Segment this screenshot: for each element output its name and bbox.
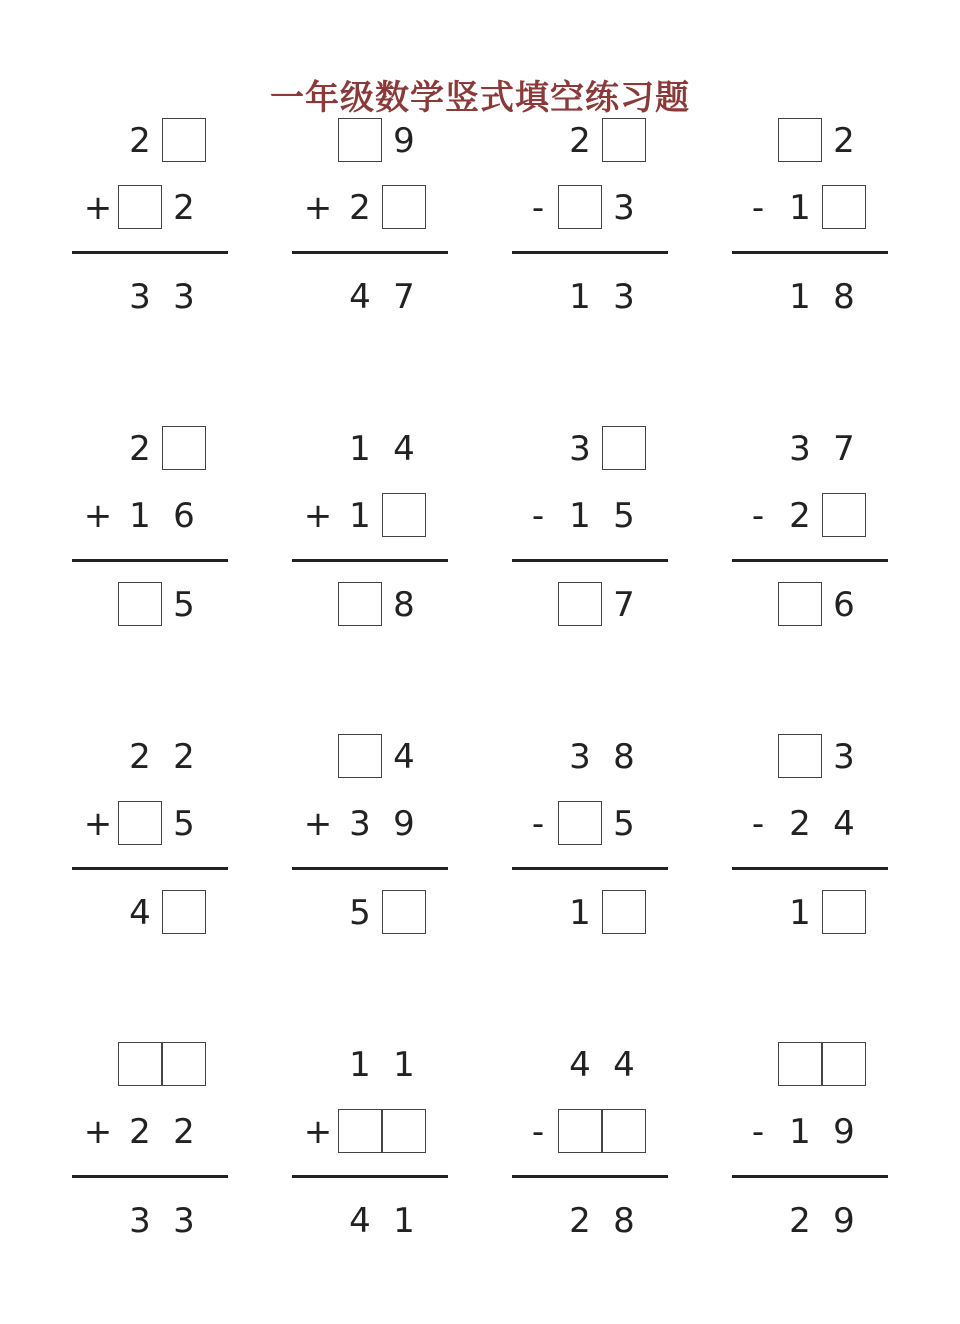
mid-digit: 9	[393, 804, 415, 844]
mid-digit: 5	[173, 804, 195, 844]
minus-sign: -	[531, 804, 545, 844]
vertical-problem	[292, 1042, 512, 1242]
answer-box[interactable]	[602, 426, 646, 470]
answer-box[interactable]	[382, 890, 426, 934]
mid-digit: 1	[789, 1112, 811, 1152]
top-digit: 2	[173, 737, 195, 777]
answer-box[interactable]	[778, 1042, 822, 1086]
sum-line	[72, 867, 228, 870]
vertical-problem	[72, 426, 292, 626]
mid-digit: 1	[349, 496, 371, 536]
sum-line	[732, 867, 888, 870]
answer-box[interactable]	[382, 185, 426, 229]
sum-line	[72, 559, 228, 562]
mid-digit: 1	[129, 496, 151, 536]
mid-digit: 6	[173, 496, 195, 536]
answer-box[interactable]	[558, 185, 602, 229]
mid-digit: 9	[833, 1112, 855, 1152]
top-digit: 3	[833, 737, 855, 777]
answer-box[interactable]	[602, 890, 646, 934]
answer-box[interactable]	[382, 1109, 426, 1153]
answer-box[interactable]	[118, 801, 162, 845]
answer-box[interactable]	[118, 185, 162, 229]
sum-line	[732, 1175, 888, 1178]
mid-digit: 2	[789, 804, 811, 844]
vertical-problem	[512, 118, 732, 318]
bot-digit: 3	[129, 1201, 151, 1241]
bot-digit: 3	[613, 277, 635, 317]
answer-box[interactable]	[338, 734, 382, 778]
bot-digit: 7	[613, 585, 635, 625]
bot-digit: 4	[349, 277, 371, 317]
bot-digit: 1	[789, 277, 811, 317]
mid-digit: 2	[173, 1112, 195, 1152]
answer-box[interactable]	[338, 118, 382, 162]
top-digit: 7	[833, 429, 855, 469]
bot-digit: 5	[173, 585, 195, 625]
sum-line	[512, 1175, 668, 1178]
mid-digit: 2	[173, 188, 195, 228]
minus-sign: -	[751, 804, 765, 844]
bot-digit: 8	[833, 277, 855, 317]
answer-box[interactable]	[602, 1109, 646, 1153]
answer-box[interactable]	[558, 582, 602, 626]
mid-digit: 1	[789, 188, 811, 228]
plus-sign: +	[83, 804, 113, 844]
top-digit: 1	[393, 1045, 415, 1085]
plus-sign: +	[83, 188, 113, 228]
top-digit: 9	[393, 121, 415, 161]
bot-digit: 8	[393, 585, 415, 625]
vertical-problem	[732, 734, 952, 934]
top-digit: 1	[349, 1045, 371, 1085]
top-digit: 1	[349, 429, 371, 469]
sum-line	[512, 867, 668, 870]
mid-digit: 3	[349, 804, 371, 844]
vertical-problem	[732, 426, 952, 626]
vertical-problem	[732, 1042, 952, 1242]
top-digit: 3	[569, 737, 591, 777]
top-digit: 4	[393, 429, 415, 469]
plus-sign: +	[303, 188, 333, 228]
answer-box[interactable]	[602, 118, 646, 162]
bot-digit: 8	[613, 1201, 635, 1241]
answer-box[interactable]	[822, 890, 866, 934]
answer-box[interactable]	[822, 1042, 866, 1086]
vertical-problem	[292, 118, 512, 318]
mid-digit: 5	[613, 804, 635, 844]
sum-line	[292, 1175, 448, 1178]
top-digit: 2	[129, 429, 151, 469]
minus-sign: -	[751, 496, 765, 536]
top-digit: 2	[569, 121, 591, 161]
vertical-problem	[292, 426, 512, 626]
minus-sign: -	[531, 496, 545, 536]
bot-digit: 1	[393, 1201, 415, 1241]
sum-line	[732, 559, 888, 562]
vertical-problem	[512, 1042, 732, 1242]
answer-box[interactable]	[822, 185, 866, 229]
sum-line	[292, 867, 448, 870]
answer-box[interactable]	[338, 582, 382, 626]
top-digit: 4	[613, 1045, 635, 1085]
top-digit: 2	[129, 737, 151, 777]
answer-box[interactable]	[822, 493, 866, 537]
sum-line	[292, 251, 448, 254]
bot-digit: 5	[349, 893, 371, 933]
mid-digit: 4	[833, 804, 855, 844]
answer-box[interactable]	[118, 1042, 162, 1086]
answer-box[interactable]	[162, 426, 206, 470]
mid-digit: 2	[349, 188, 371, 228]
answer-box[interactable]	[162, 118, 206, 162]
sum-line	[732, 251, 888, 254]
top-digit: 4	[393, 737, 415, 777]
top-digit: 2	[129, 121, 151, 161]
bot-digit: 2	[569, 1201, 591, 1241]
bot-digit: 1	[789, 893, 811, 933]
bot-digit: 6	[833, 585, 855, 625]
minus-sign: -	[751, 1112, 765, 1152]
answer-box[interactable]	[778, 118, 822, 162]
sum-line	[512, 251, 668, 254]
bot-digit: 1	[569, 893, 591, 933]
answer-box[interactable]	[558, 801, 602, 845]
bot-digit: 1	[569, 277, 591, 317]
bot-digit: 4	[129, 893, 151, 933]
minus-sign: -	[531, 1112, 545, 1152]
bot-digit: 3	[129, 277, 151, 317]
bot-digit: 7	[393, 277, 415, 317]
top-digit: 4	[569, 1045, 591, 1085]
vertical-problem	[72, 118, 292, 318]
plus-sign: +	[303, 1112, 333, 1152]
top-digit: 2	[833, 121, 855, 161]
sum-line	[512, 559, 668, 562]
answer-box[interactable]	[778, 582, 822, 626]
mid-digit: 5	[613, 496, 635, 536]
top-digit: 3	[569, 429, 591, 469]
answer-box[interactable]	[558, 1109, 602, 1153]
vertical-problem	[72, 734, 292, 934]
answer-box[interactable]	[118, 582, 162, 626]
plus-sign: +	[303, 804, 333, 844]
answer-box[interactable]	[162, 1042, 206, 1086]
mid-digit: 3	[613, 188, 635, 228]
bot-digit: 3	[173, 277, 195, 317]
vertical-problem	[72, 1042, 292, 1242]
sum-line	[292, 559, 448, 562]
mid-digit: 2	[129, 1112, 151, 1152]
sum-line	[72, 1175, 228, 1178]
vertical-problem	[732, 118, 952, 318]
plus-sign: +	[83, 1112, 113, 1152]
answer-box[interactable]	[338, 1109, 382, 1153]
minus-sign: -	[531, 188, 545, 228]
vertical-problem	[292, 734, 512, 934]
plus-sign: +	[83, 496, 113, 536]
bot-digit: 3	[173, 1201, 195, 1241]
bot-digit: 4	[349, 1201, 371, 1241]
mid-digit: 2	[789, 496, 811, 536]
bot-digit: 9	[833, 1201, 855, 1241]
page-title: 一年级数学竖式填空练习题	[270, 78, 690, 118]
minus-sign: -	[751, 188, 765, 228]
vertical-problem	[512, 426, 732, 626]
bot-digit: 2	[789, 1201, 811, 1241]
answer-box[interactable]	[778, 734, 822, 778]
top-digit: 3	[789, 429, 811, 469]
answer-box[interactable]	[162, 890, 206, 934]
mid-digit: 1	[569, 496, 591, 536]
plus-sign: +	[303, 496, 333, 536]
sum-line	[72, 251, 228, 254]
top-digit: 8	[613, 737, 635, 777]
answer-box[interactable]	[382, 493, 426, 537]
vertical-problem	[512, 734, 732, 934]
